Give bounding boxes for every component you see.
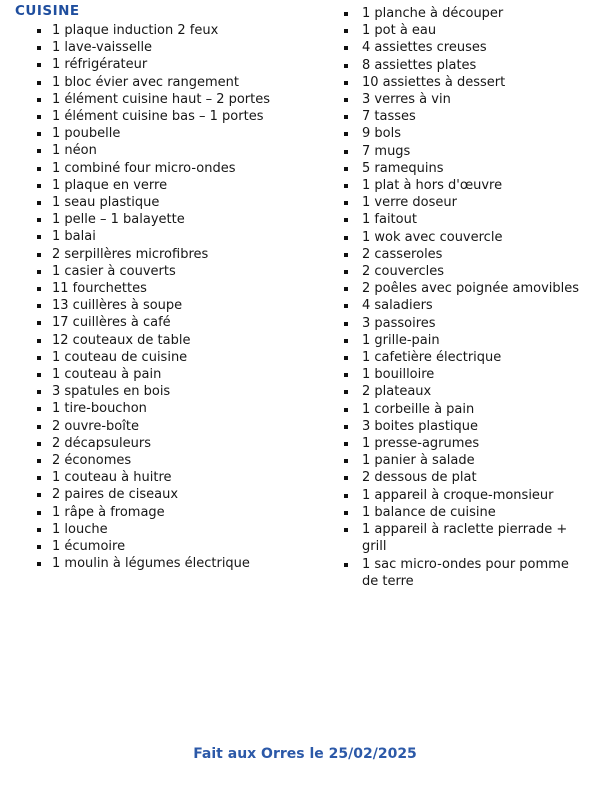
list-item-text: 7 mugs [362,143,411,159]
list-item-text: 1 verre doseur [362,195,457,211]
bullet-icon [37,132,41,136]
list-item-text: 1 néon [52,143,97,159]
list-item [37,504,295,521]
list-item-text: 3 verres à vin [362,92,451,108]
inventory-list-right-column [344,5,588,590]
bullet-icon [37,287,41,291]
list-item-text: 1 couteau de cuisine [52,349,188,365]
list-item-text: 17 cuillères à café [52,315,171,331]
bullet-icon [344,390,348,394]
list-item-text: 1 balance de cuisine [362,504,496,520]
bullet-icon [37,98,41,102]
bullet-icon [344,511,348,515]
list-item-text: 1 balai [52,229,96,245]
list-item-text: 7 tasses [362,109,416,125]
list-item [344,504,588,521]
list-item-text: 1 couteau à pain [52,367,162,383]
list-item-text: 2 couvercles [362,264,445,280]
list-item-text: 1 plaque induction 2 feux [52,23,219,38]
list-item [37,418,295,435]
list-item [344,349,588,366]
bullet-icon [344,356,348,360]
bullet-icon [344,304,348,308]
bullet-icon [37,356,41,360]
bullet-icon [37,304,41,308]
list-item-text: 10 assiettes à dessert [362,74,506,90]
list-item [37,486,295,503]
list-item [344,57,588,74]
list-item-text: 2 paires de ciseaux [52,487,179,503]
list-item [37,297,295,314]
list-item [344,487,588,504]
list-item [37,194,295,211]
list-item [37,383,295,400]
bullet-icon [344,12,348,16]
bullet-icon [37,407,41,411]
list-item-text: 1 couteau à huitre [52,470,172,486]
list-item-text: 4 assiettes creuses [362,40,487,56]
list-item [37,74,295,91]
list-item [344,469,588,486]
list-item-text: 2 serpillères microfibres [52,246,209,262]
bullet-icon [344,29,348,33]
list-item-text: 1 presse-agrumes [362,436,480,452]
bullet-icon [37,235,41,239]
list-item [344,315,588,332]
bullet-icon [344,339,348,343]
inventory-list-left-column [37,22,295,573]
list-item-text: 1 corbeille à pain [362,401,475,417]
list-item-text: 1 élément cuisine haut – 2 portes [52,91,271,107]
list-item [344,246,588,263]
list-item-text: 11 fourchettes [52,281,147,297]
list-item [344,418,588,435]
list-item-text: 1 louche [52,521,108,537]
list-item-text: 1 combiné four micro-ondes [52,160,236,176]
list-item [37,435,295,452]
list-item-text: 1 bouilloire [362,367,435,383]
list-item-text: 3 passoires [362,315,436,331]
list-item-text: 4 saladiers [362,298,433,314]
bullet-icon [344,476,348,480]
list-item-text: 1 bloc évier avec rangement [52,74,240,90]
bullet-icon [344,494,348,498]
list-item [344,383,588,400]
list-item [344,194,588,211]
list-item-text: 8 assiettes plates [362,57,477,73]
bullet-icon [344,459,348,463]
bullet-icon [37,373,41,377]
list-item [37,452,295,469]
bullet-icon [37,253,41,257]
list-item-text: 1 wok avec couvercle [362,229,503,245]
list-item-text: 1 seau plastique [52,195,160,211]
list-item-text: 1 plaque en verre [52,177,168,193]
bullet-icon [37,493,41,497]
bullet-icon [37,201,41,205]
list-item-text: 1 faitout [362,212,417,228]
list-item [37,263,295,280]
list-item [37,521,295,538]
list-item-text: 1 sac micro-ondes pour pomme de terre [362,556,569,589]
bullet-icon [37,425,41,429]
list-item [344,556,588,590]
bullet-icon [37,167,41,171]
list-item-text: 5 ramequins [362,160,444,176]
bullet-icon [37,545,41,549]
bullet-icon [37,184,41,188]
list-item [344,435,588,452]
list-item [344,125,588,142]
list-item-text: 2 casseroles [362,246,443,262]
bullet-icon [344,287,348,291]
list-item [344,229,588,246]
list-item-text: 1 réfrigérateur [52,57,148,73]
list-item [37,125,295,142]
list-item [37,314,295,331]
list-item-text: 2 plateaux [362,384,432,400]
list-item-text: 2 poêles avec poignée amovibles [362,281,580,297]
list-item-text: 3 boites plastique [362,418,479,434]
list-item-text: 1 pot à eau [362,23,437,39]
list-item-text: 2 dessous de plat [362,470,477,486]
list-item [37,22,295,39]
list-item [37,108,295,125]
bullet-icon [37,528,41,532]
list-item [344,143,588,160]
bullet-icon [344,373,348,377]
list-item [37,91,295,108]
list-item [37,332,295,349]
list-item [37,400,295,417]
bullet-icon [37,218,41,222]
bullet-icon [37,476,41,480]
bullet-icon [344,46,348,50]
list-item-text: 1 grille-pain [362,332,440,348]
list-item [37,538,295,555]
bullet-icon [344,184,348,188]
list-item-text: 1 lave-vaisselle [52,40,153,56]
list-item [37,56,295,73]
bullet-icon [37,339,41,343]
list-item [344,521,588,555]
bullet-icon [344,201,348,205]
bullet-icon [344,253,348,257]
list-item [37,160,295,177]
list-item-text: 1 râpe à fromage [52,504,165,520]
bullet-icon [37,562,41,566]
list-item [344,366,588,383]
list-item [344,39,588,56]
bullet-icon [344,81,348,85]
list-item [37,228,295,245]
list-item-text: 1 panier à salade [362,453,475,469]
list-item [344,91,588,108]
list-item-text: 1 appareil à croque-monsieur [362,487,554,503]
bullet-icon [344,408,348,412]
list-item [37,366,295,383]
list-item [344,263,588,280]
list-item [344,452,588,469]
list-item [344,297,588,314]
bullet-icon [344,64,348,68]
footer-date-line: Fait aux Orres le 25/02/2025 [193,746,417,762]
bullet-icon [37,390,41,394]
bullet-icon [37,270,41,274]
list-item-text: 1 tire-bouchon [52,401,147,417]
bullet-icon [37,46,41,50]
list-item [37,39,295,56]
list-item-text: 3 spatules en bois [52,384,171,400]
bullet-icon [344,167,348,171]
bullet-icon [344,563,348,567]
list-item-text: 1 écumoire [52,539,126,555]
list-item [37,246,295,263]
list-item-text: 1 appareil à raclette pierrade + grill [362,522,568,555]
list-item [344,160,588,177]
list-item [344,5,588,22]
bullet-icon [37,511,41,515]
list-item-text: 2 ouvre-boîte [52,418,139,434]
list-item [37,280,295,297]
list-item [344,280,588,297]
bullet-icon [37,149,41,153]
bullet-icon [344,150,348,154]
bullet-icon [344,115,348,119]
bullet-icon [344,236,348,240]
list-item-text: 9 bols [362,126,401,142]
list-item-text: 12 couteaux de table [52,332,191,348]
bullet-icon [37,442,41,446]
bullet-icon [37,115,41,119]
list-item [344,177,588,194]
bullet-icon [37,63,41,67]
bullet-icon [344,528,348,532]
bullet-icon [344,270,348,274]
list-item [37,555,295,572]
list-item [37,211,295,228]
list-item [344,211,588,228]
bullet-icon [344,322,348,326]
list-item [37,469,295,486]
bullet-icon [344,218,348,222]
bullet-icon [37,81,41,85]
list-item-text: 1 planche à découper [362,6,504,21]
bullet-icon [37,321,41,325]
bullet-icon [344,425,348,429]
bullet-icon [37,459,41,463]
list-item [344,332,588,349]
list-item-text: 2 économes [52,453,132,469]
list-item [37,177,295,194]
list-item-text: 1 casier à couverts [52,263,176,279]
list-item-text: 1 poubelle [52,126,121,142]
list-item [344,401,588,418]
bullet-icon [344,98,348,102]
list-item [37,142,295,159]
list-item [344,22,588,39]
list-item-text: 2 décapsuleurs [52,435,151,451]
list-item [344,108,588,125]
list-item-text: 1 cafetière électrique [362,350,502,366]
list-item-text: 1 moulin à légumes électrique [52,556,250,572]
list-item-text: 1 pelle – 1 balayette [52,212,185,228]
bullet-icon [344,442,348,446]
list-item-text: 13 cuillères à soupe [52,298,183,314]
list-item [344,74,588,91]
list-item-text: 1 élément cuisine bas – 1 portes [52,109,264,125]
bullet-icon [37,29,41,33]
list-item-text: 1 plat à hors d'œuvre [362,178,503,194]
page-title: CUISINE [15,3,80,19]
bullet-icon [344,132,348,136]
list-item [37,349,295,366]
